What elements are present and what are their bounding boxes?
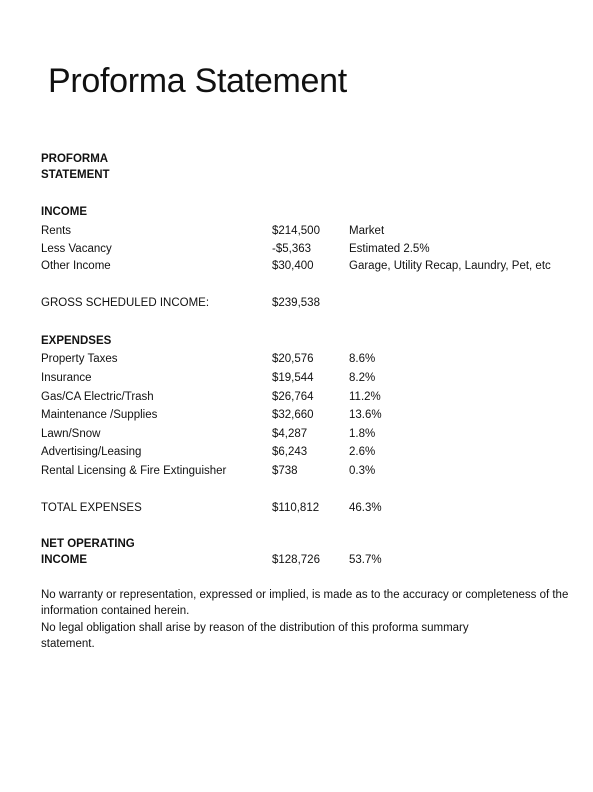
- disclaimer-obligation: No legal obligation shall arise by reason of the distribution of this proforma summary statement.: [41, 622, 469, 650]
- noi-amount: $128,726: [272, 554, 320, 566]
- income-note-other: Garage, Utility Recap, Laundry, Pet, etc: [349, 260, 551, 272]
- expense-pct: 2.6%: [349, 446, 376, 458]
- income-label-other: Other Income: [41, 260, 111, 272]
- expense-pct: 8.6%: [349, 353, 376, 365]
- expense-pct: 1.8%: [349, 428, 376, 440]
- income-label-rents: Rents: [41, 225, 72, 237]
- expense-amount: $6,243: [272, 446, 308, 458]
- income-label-vacancy: Less Vacancy: [41, 243, 112, 255]
- gross-amount: $239,538: [272, 297, 320, 309]
- income-header: INCOME: [41, 206, 87, 218]
- expense-amount: $20,576: [272, 353, 314, 365]
- noi-pct: 53.7%: [349, 554, 382, 566]
- heading-line-2: STATEMENT: [41, 169, 110, 181]
- gross-label: GROSS SCHEDULED INCOME:: [41, 297, 210, 309]
- income-amount-vacancy: -$5,363: [272, 243, 312, 255]
- expense-amount: $738: [272, 465, 298, 477]
- page-title: Proforma Statement: [48, 62, 347, 100]
- expense-label: Rental Licensing & Fire Extinguisher: [41, 465, 227, 477]
- expense-amount: $26,764: [272, 391, 314, 403]
- total-expenses-pct: 46.3%: [349, 502, 382, 514]
- expense-label: Property Taxes: [41, 353, 118, 365]
- expense-label: Maintenance /Supplies: [41, 409, 158, 421]
- noi-label-line-2: INCOME: [41, 554, 87, 566]
- disclaimer-warranty: No warranty or representation, expressed or implied, is made as to the accuracy or completeness of the information contained herein.: [41, 589, 569, 617]
- expense-label: Insurance: [41, 372, 92, 384]
- expense-pct: 11.2%: [349, 391, 381, 403]
- income-note-rents: Market: [349, 225, 385, 237]
- expense-label: Lawn/Snow: [41, 428, 101, 440]
- heading-line-1: PROFORMA: [41, 153, 109, 165]
- expenses-header: EXPENDSES: [41, 335, 112, 347]
- expense-pct: 0.3%: [349, 465, 376, 477]
- income-amount-other: $30,400: [272, 260, 314, 272]
- expense-amount: $19,544: [272, 372, 314, 384]
- income-amount-rents: $214,500: [272, 225, 320, 237]
- noi-label-line-1: NET OPERATING: [41, 538, 135, 550]
- income-note-vacancy: Estimated 2.5%: [349, 243, 430, 255]
- expense-amount: $32,660: [272, 409, 314, 421]
- expense-label: Gas/CA Electric/Trash: [41, 391, 154, 403]
- expense-label: Advertising/Leasing: [41, 446, 142, 458]
- expense-amount: $4,287: [272, 428, 308, 440]
- expense-pct: 13.6%: [349, 409, 382, 421]
- expense-pct: 8.2%: [349, 372, 376, 384]
- total-expenses-amount: $110,812: [272, 502, 320, 514]
- total-expenses-label: TOTAL EXPENSES: [41, 502, 142, 514]
